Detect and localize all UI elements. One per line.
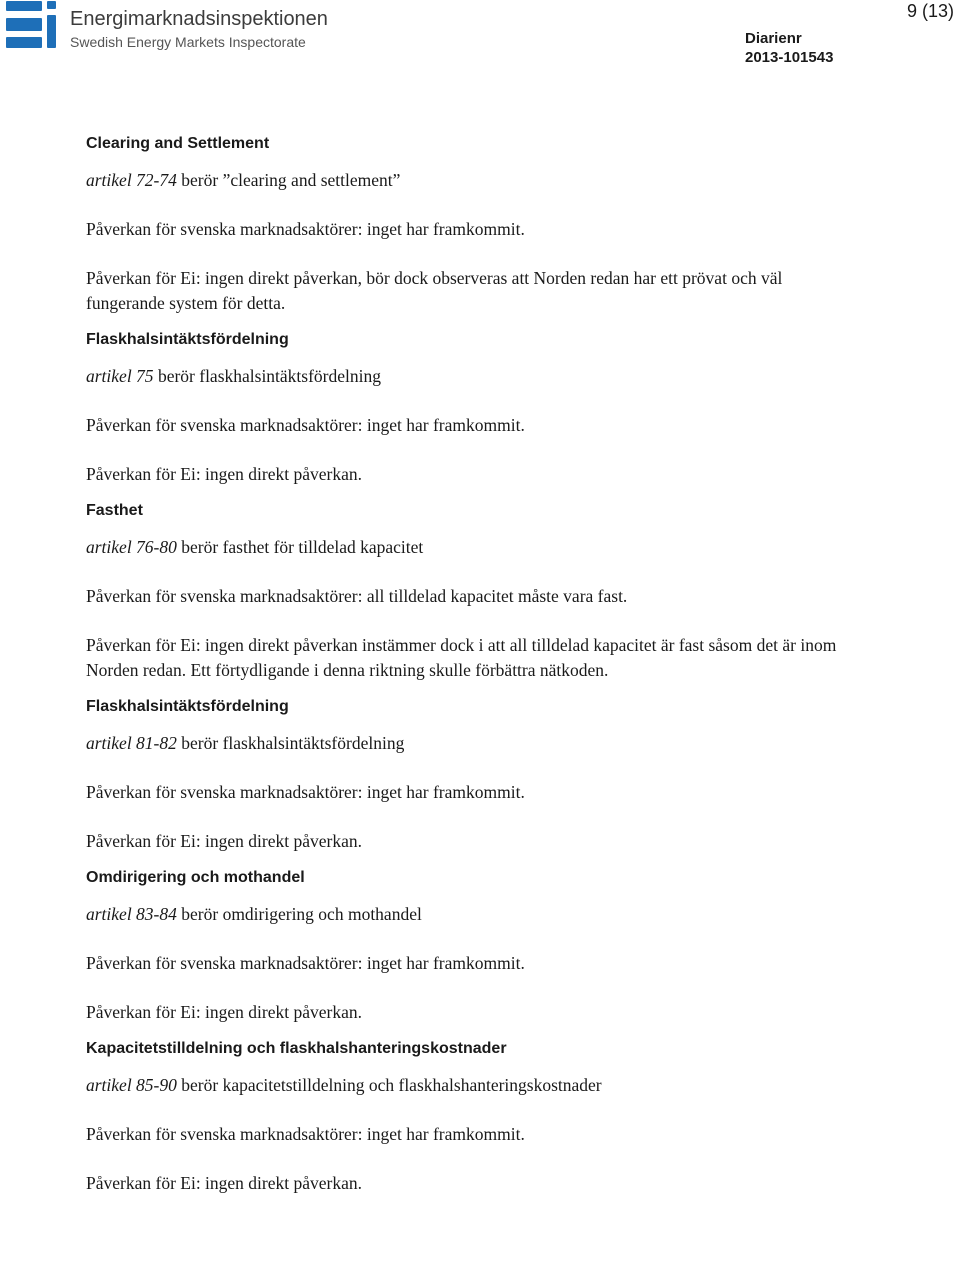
impact-market: Påverkan för svenska marknadsaktörer: inget har framkommit. (86, 219, 525, 239)
article-line (86, 902, 846, 927)
article-line (86, 364, 846, 389)
impact-market: Påverkan för svenska marknadsaktörer: inget har framkommit. (86, 1124, 525, 1144)
article-text: berör flaskhalsintäktsfördelning (176, 733, 405, 753)
article-text: berör omdirigering och mothandel (176, 904, 422, 924)
article-ref: artikel 83-84 (86, 904, 177, 924)
article-ref: artikel 75 (86, 366, 154, 386)
impact-ei: Påverkan för Ei: ingen direkt påverkan instämmer dock i att all tilldelad kapacitet är fast såsom det är inom Norden redan. Ett förtydligande i denna riktning skulle förbättra nätkoden. (86, 635, 837, 680)
page-header (0, 0, 960, 70)
org-subtitle: Swedish Energy Markets Inspectorate (70, 34, 306, 50)
impact-market: Påverkan för svenska marknadsaktörer: inget har framkommit. (86, 953, 525, 973)
article-text: berör kapacitetstilldelning och flaskhalshanteringskostnader (176, 1075, 602, 1095)
section-flaskhals-2 (86, 696, 846, 854)
impact-ei: Påverkan för Ei: ingen direkt påverkan, bör dock observeras att Norden redan har ett prövat och väl fungerande system för detta. (86, 268, 783, 313)
section-flaskhals-1 (86, 329, 846, 487)
section-heading: Omdirigering och mothandel (86, 869, 305, 886)
document-body (86, 133, 846, 1209)
page-number: 9 (13) (906, 1, 954, 21)
impact-market: Påverkan för svenska marknadsaktörer: all tilldelad kapacitet måste vara fast. (86, 586, 628, 606)
article-ref: artikel 72-74 (86, 170, 177, 190)
diarie-label: Diarienr (745, 30, 802, 47)
section-heading: Kapacitetstilldelning och flaskhalshanteringskostnader (86, 1040, 507, 1057)
section-clearing (86, 133, 846, 316)
article-text: berör flaskhalsintäktsfördelning (153, 366, 382, 386)
impact-market: Påverkan för svenska marknadsaktörer: inget har framkommit. (86, 415, 525, 435)
impact-ei: Påverkan för Ei: ingen direkt påverkan. (86, 831, 363, 851)
article-line (86, 168, 846, 193)
diarie-number: 2013-101543 (745, 49, 834, 66)
section-heading: Clearing and Settlement (86, 135, 270, 152)
section-heading: Fasthet (86, 502, 143, 519)
impact-ei: Påverkan för Ei: ingen direkt påverkan. (86, 1002, 363, 1022)
section-heading: Flaskhalsintäktsfördelning (86, 331, 289, 348)
impact-ei: Påverkan för Ei: ingen direkt påverkan. (86, 464, 363, 484)
article-line (86, 535, 846, 560)
section-kapacitet (86, 1038, 846, 1196)
article-text: berör ”clearing and settlement” (176, 170, 401, 190)
section-heading: Flaskhalsintäktsfördelning (86, 698, 289, 715)
article-line (86, 1073, 846, 1098)
section-fasthet (86, 500, 846, 683)
impact-ei: Påverkan för Ei: ingen direkt påverkan. (86, 1173, 363, 1193)
article-text: berör fasthet för tilldelad kapacitet (176, 537, 424, 557)
section-omdirigering (86, 867, 846, 1025)
impact-market: Påverkan för svenska marknadsaktörer: inget har framkommit. (86, 782, 525, 802)
org-name: Energimarknadsinspektionen (70, 8, 328, 30)
article-ref: artikel 85-90 (86, 1075, 177, 1095)
article-ref: artikel 81-82 (86, 733, 177, 753)
article-ref: artikel 76-80 (86, 537, 177, 557)
article-line (86, 731, 846, 756)
ei-logo-icon (6, 1, 56, 48)
